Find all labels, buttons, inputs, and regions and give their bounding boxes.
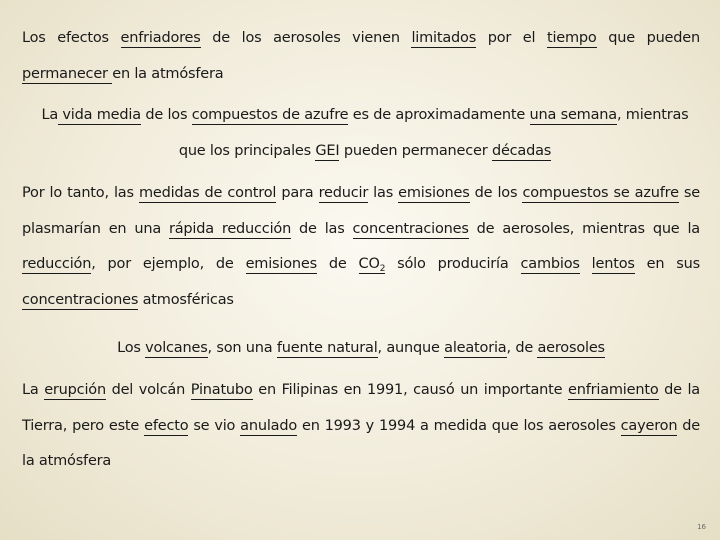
underlined-term: permanecer xyxy=(22,65,113,82)
paragraph-volcanoes xyxy=(22,331,700,367)
underlined-term: tiempo xyxy=(546,30,597,46)
text-run: de los xyxy=(140,107,192,123)
underlined-term: medidas de control xyxy=(138,185,277,201)
underlined-term: aleatoria xyxy=(444,340,507,356)
underlined-term: Pinatubo xyxy=(190,382,253,398)
text-run: de los xyxy=(469,185,523,201)
text-run: de la atmósfera xyxy=(22,417,700,469)
text-run: , mientras que los principales xyxy=(178,107,689,159)
underlined-term: emisiones xyxy=(245,256,317,272)
text-run: se vio xyxy=(188,417,241,434)
text-run: de xyxy=(316,256,359,272)
text-run: sólo produciría xyxy=(385,256,521,272)
text-run: de los aerosoles vienen xyxy=(200,30,412,46)
text-run: en sus xyxy=(634,256,700,272)
text-run: La xyxy=(22,382,45,398)
underlined-term: cambios xyxy=(520,256,580,272)
text-run: en Filipinas en 1991, causó un importante xyxy=(252,382,568,398)
underlined-term: limitados xyxy=(411,30,477,46)
underlined-term: concentraciones xyxy=(352,220,469,237)
underlined-term: efecto xyxy=(144,417,189,434)
underlined-term: erupción xyxy=(44,382,106,398)
text-run: por el xyxy=(476,30,547,46)
underlined-term: reducción xyxy=(22,256,92,272)
underlined-term: vida media xyxy=(58,107,141,123)
text-run: del volcán xyxy=(105,382,191,398)
text-run: , aunque xyxy=(377,340,445,356)
underlined-term: enfriadores xyxy=(120,30,201,46)
underlined-term: lentos xyxy=(591,256,635,272)
underlined-term: reducir xyxy=(318,185,369,201)
text-run: se plasmarían en una xyxy=(22,185,700,237)
text-run: para xyxy=(276,185,319,201)
underlined-term: décadas xyxy=(491,142,552,159)
underlined-term: GEI xyxy=(315,142,340,159)
paragraph-aerosol-cooling xyxy=(22,21,700,92)
text-run: , por ejemplo, de xyxy=(91,256,246,272)
underlined-term: aerosoles xyxy=(537,340,605,356)
text-run: en la atmósfera xyxy=(112,65,224,82)
text-run: es de aproximadamente xyxy=(348,107,530,123)
text-run: Por lo tanto, las xyxy=(22,185,139,201)
paragraph-half-life xyxy=(30,98,700,169)
subscript: 2 xyxy=(379,264,386,274)
page-number: 16 xyxy=(697,523,706,531)
underlined-term: volcanes xyxy=(145,340,208,356)
underlined-term: rápida reducción xyxy=(168,220,292,237)
underlined-term: emisiones xyxy=(398,185,470,201)
text-run xyxy=(580,256,592,272)
underlined-term: cayeron xyxy=(620,417,678,434)
underlined-term: $CO_2$ xyxy=(358,256,386,274)
paragraph-control-measures xyxy=(22,176,700,318)
underlined-term: anulado xyxy=(240,417,298,434)
text-run: pueden permanecer xyxy=(339,142,492,159)
text-run: de aerosoles, mientras que la xyxy=(468,220,700,237)
text-run: de la Tierra, pero este xyxy=(22,382,700,434)
text-run: Los xyxy=(117,340,146,356)
text-run: Los efectos xyxy=(22,30,121,46)
text-run: de las xyxy=(291,220,353,237)
underlined-term: concentraciones xyxy=(22,291,139,308)
underlined-term: compuestos se azufre xyxy=(522,185,679,201)
text-run: La xyxy=(41,107,59,123)
text-run: , de xyxy=(506,340,538,356)
text-run: en 1993 y 1994 a medida que los aerosoles xyxy=(297,417,621,434)
text-run: las xyxy=(368,185,399,201)
paragraph-pinatubo xyxy=(22,373,700,480)
text-run: atmosféricas xyxy=(138,291,234,308)
underlined-term: enfriamiento xyxy=(567,382,659,398)
underlined-term: una semana xyxy=(529,107,617,123)
underlined-term: fuente natural xyxy=(276,340,378,356)
text-run: que pueden xyxy=(596,30,700,46)
underlined-term: compuestos de azufre xyxy=(191,107,349,123)
text-run: , son una xyxy=(207,340,277,356)
